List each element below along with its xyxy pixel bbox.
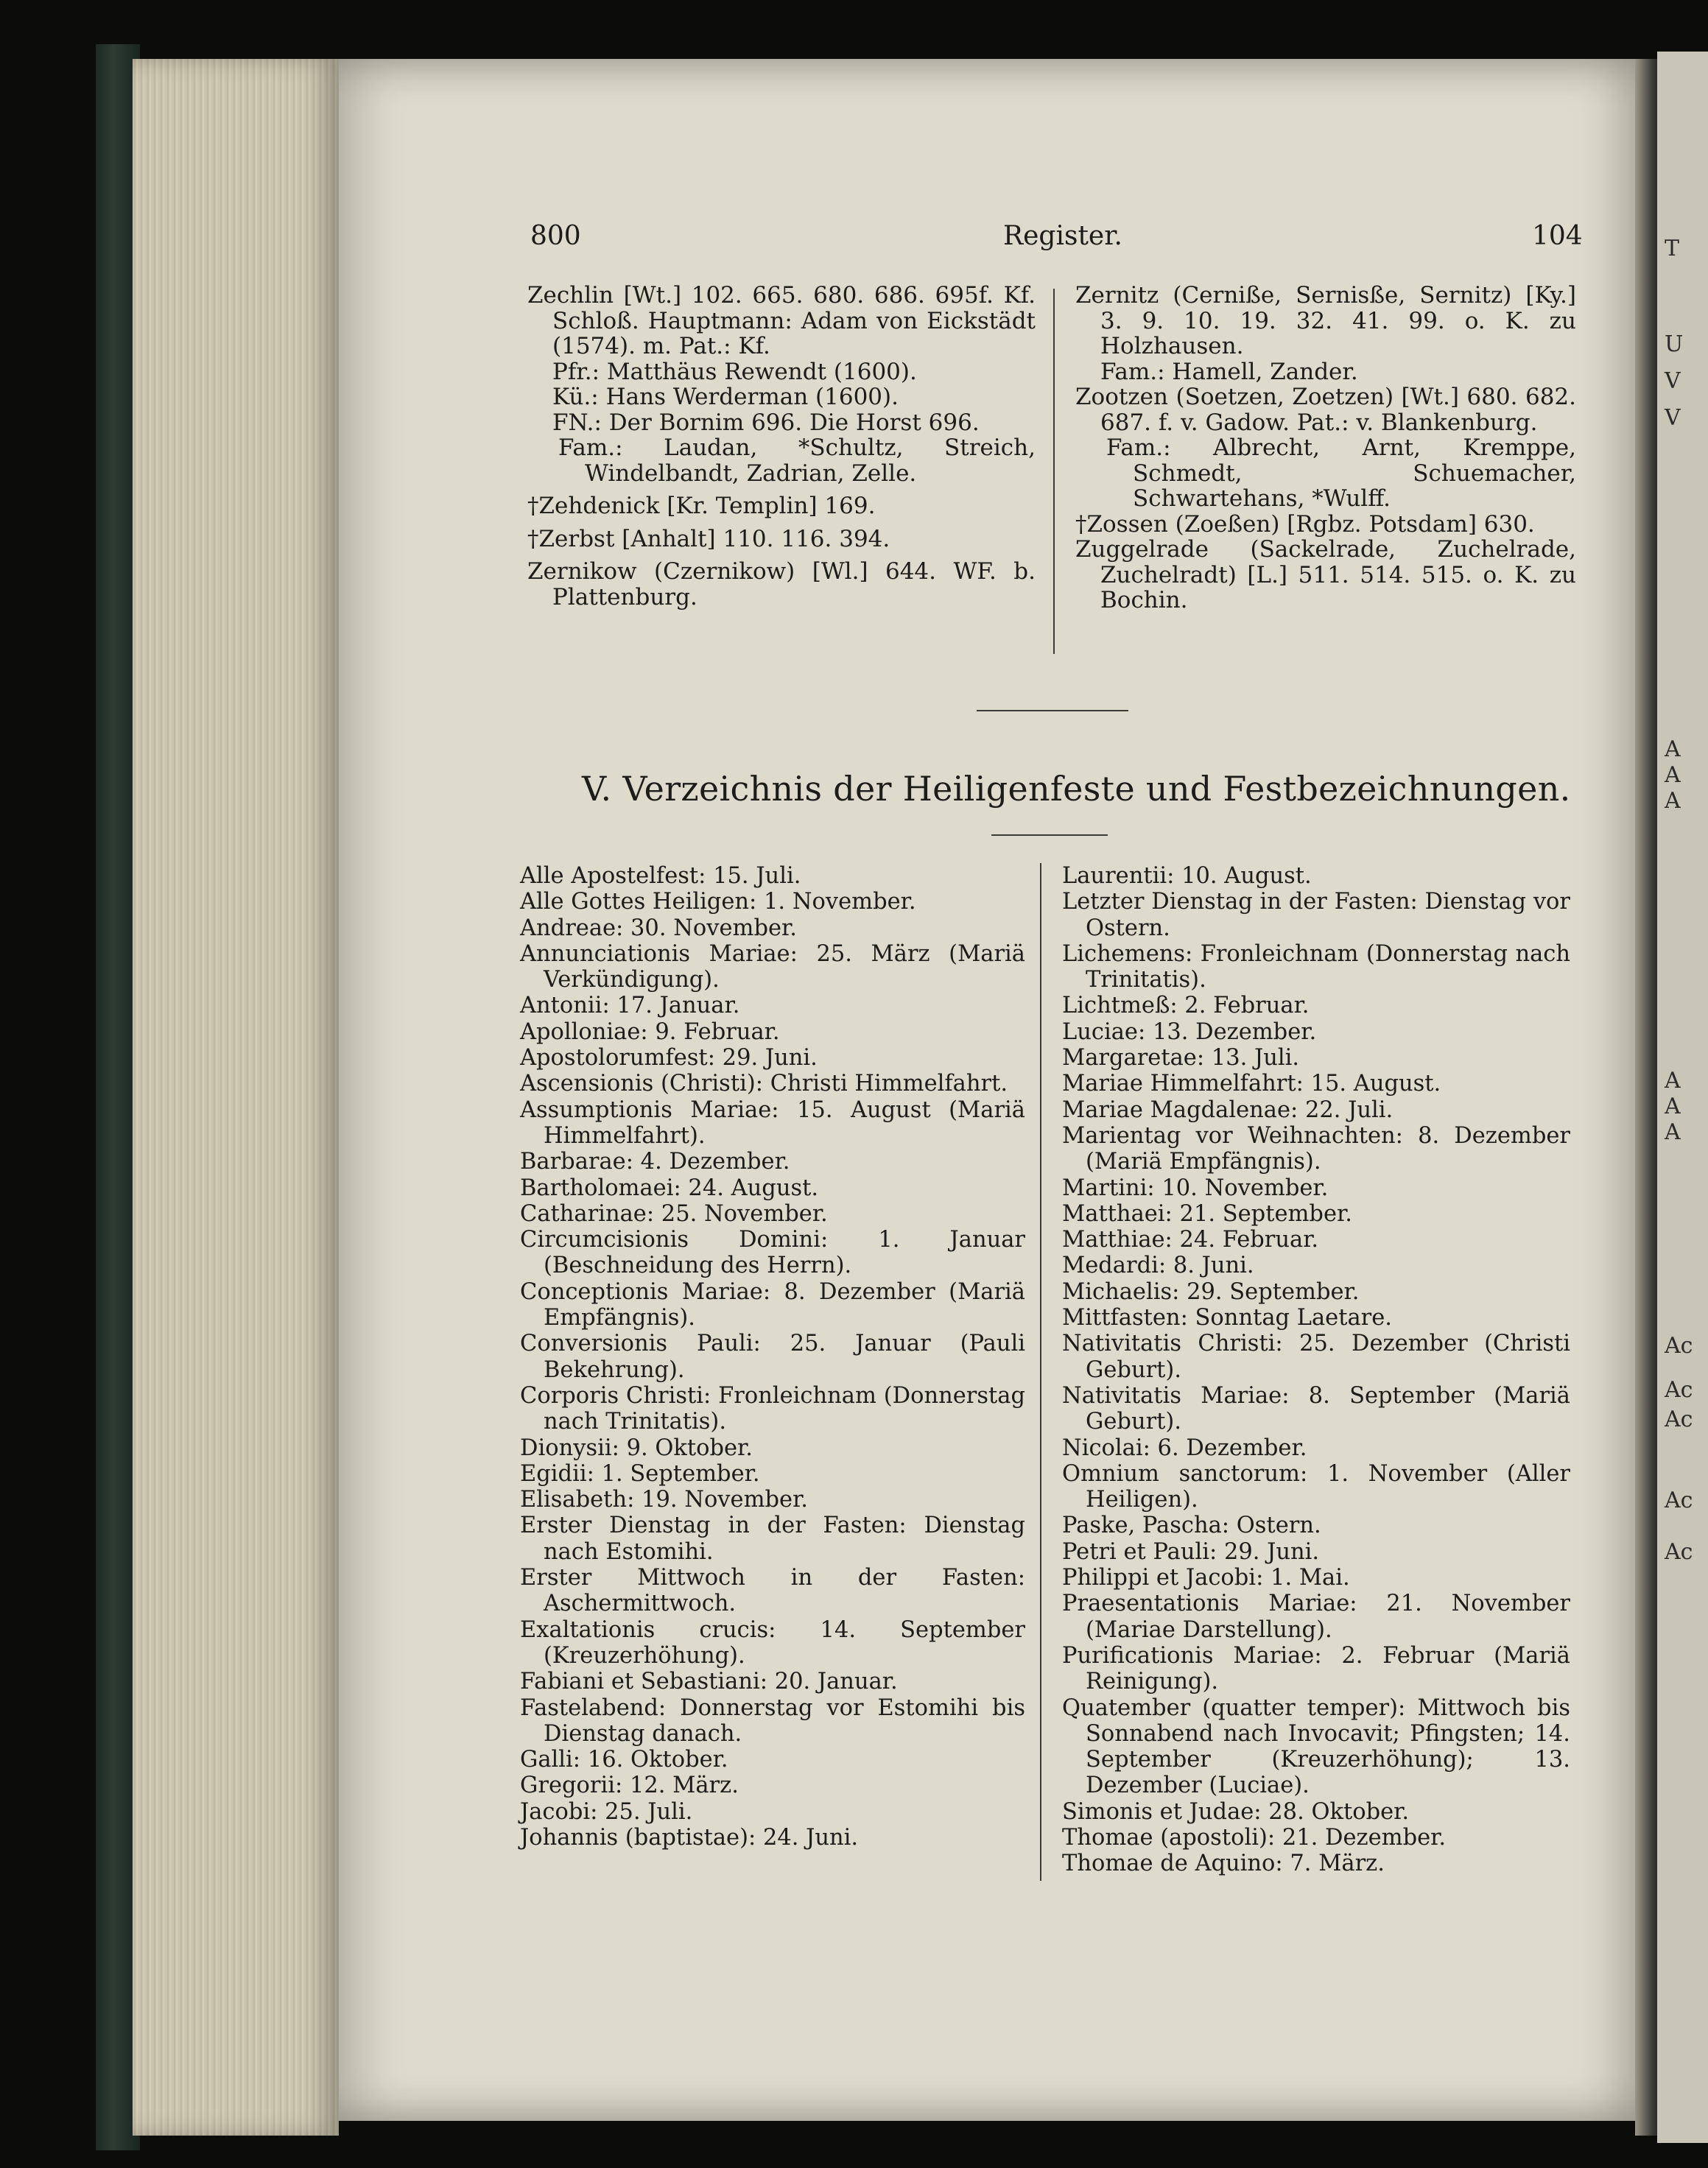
feast-entry: Alle Gottes Heiligen: 1. November.	[520, 889, 916, 915]
feast-entry: Matthaei: 21. September.	[1062, 1200, 1352, 1227]
feast-entry: Dionysii: 9. Oktober.	[520, 1435, 753, 1461]
index-entry: †Zossen (Zoeßen) [Rgbz. Potsdam] 630.	[1075, 510, 1535, 538]
feast-entry: Thomae (apostoli): 21. Dezember.	[1062, 1824, 1447, 1851]
feast-entry: Jacobi: 25. Juli.	[520, 1798, 693, 1825]
feast-entry: Michaelis: 29. September.	[1062, 1278, 1360, 1305]
adjacent-page-letter: A	[1665, 788, 1681, 814]
feast-entry: Omnium sanctorum: 1. November (Aller Heiligen).	[1062, 1460, 1570, 1513]
adjacent-page-letter: Ac	[1665, 1407, 1693, 1432]
index-entry: †Zerbst [Anhalt] 110. 116. 394.	[527, 525, 890, 552]
adjacent-page-letter: U	[1665, 331, 1684, 357]
feast-entry: Letzter Dienstag in der Fasten: Dienstag vor Ostern.	[1062, 889, 1570, 941]
separator-rule	[977, 710, 1128, 711]
index-entry: Pfr.: Matthäus Rewendt (1600).	[552, 358, 917, 385]
adjacent-page-letter: V	[1665, 368, 1681, 394]
feast-entry: Thomae de Aquino: 7. März.	[1062, 1851, 1385, 1877]
feast-entry: Petri et Pauli: 29. Juni.	[1062, 1538, 1320, 1565]
feast-entry: Nativitatis Mariae: 8. September (Mariä Geburt).	[1062, 1382, 1570, 1435]
feast-entry: Lichemens: Fronleichnam (Donnerstag nach Trinitatis).	[1062, 940, 1570, 993]
feast-entry: Johannis (baptistae): 24. Juni.	[520, 1824, 859, 1851]
adjacent-page-letter: V	[1665, 405, 1681, 431]
feast-entry: Marientag vor Weihnachten: 8. Dezember (Mariä Empfängnis).	[1062, 1122, 1570, 1175]
feast-entry: Mariae Himmelfahrt: 15. August.	[1062, 1071, 1441, 1097]
feast-entry: Erster Dienstag in der Fasten: Dienstag nach Estomihi.	[520, 1513, 1025, 1565]
feast-entry: Apostolorumfest: 29. Juni.	[520, 1045, 818, 1071]
feast-entry: Catharinae: 25. November.	[520, 1200, 828, 1227]
title-underline	[991, 834, 1108, 836]
adjacent-page-letter: T	[1665, 236, 1680, 261]
column-divider	[1040, 863, 1041, 1881]
feast-entry: Praesentationis Mariae: 21. November (Mariae Darstellung).	[1062, 1591, 1570, 1643]
feast-entry: Philippi et Jacobi: 1. Mai.	[1062, 1565, 1350, 1591]
feast-entry: Margaretae: 13. Juli.	[1062, 1045, 1300, 1071]
feast-entry: Luciae: 13. Dezember.	[1062, 1018, 1317, 1045]
feast-entry: Laurentii: 10. August.	[1062, 863, 1312, 889]
feast-entry: Bartholomaei: 24. August.	[520, 1175, 819, 1201]
feast-list-right	[1062, 863, 1570, 1877]
feast-entry: Assumptionis Mariae: 15. August (Mariä Himmelfahrt).	[520, 1097, 1025, 1149]
adjacent-page-letter: A	[1665, 1094, 1681, 1119]
feast-entry: Nicolai: 6. Dezember.	[1062, 1435, 1307, 1461]
index-entry: †Zehdenick [Kr. Templin] 169.	[527, 493, 876, 519]
adjacent-page-letter: Ac	[1665, 1333, 1693, 1359]
feast-entry: Antonii: 17. Januar.	[520, 993, 740, 1019]
feast-entry: Galli: 16. Oktober.	[520, 1747, 728, 1773]
index-entry: Fam.: Albrecht, Arnt, Kremppe, Schmedt, Schuemacher, Schwartehans, *Wulff.	[1106, 434, 1576, 512]
feast-list-left	[520, 863, 1025, 1851]
feast-entry: Ascensionis (Christi): Christi Himmelfahrt.	[520, 1071, 1008, 1097]
index-entry: FN.: Der Bornim 696. Die Horst 696.	[552, 409, 980, 436]
upper-left-index-column	[527, 283, 1036, 610]
adjacent-page-letter: A	[1665, 1068, 1681, 1094]
adjacent-page-letter: Ac	[1665, 1539, 1693, 1565]
feast-entry: Egidii: 1. September.	[520, 1460, 760, 1487]
feast-entry: Apolloniae: 9. Februar.	[520, 1018, 780, 1045]
feast-entry: Erster Mittwoch in der Fasten: Aschermittwoch.	[520, 1565, 1025, 1617]
adjacent-page-letter: A	[1665, 762, 1681, 788]
adjacent-page-fragment	[1657, 52, 1708, 2143]
feast-entry: Corporis Christi: Fronleichnam (Donnerstag nach Trinitatis).	[520, 1382, 1025, 1435]
feast-entry: Annunciationis Mariae: 25. März (Mariä Verkündigung).	[520, 940, 1025, 993]
feast-entry: Medardi: 8. Juni.	[1062, 1253, 1254, 1279]
feast-entry: Fastelabend: Donnerstag vor Estomihi bis Dienstag danach.	[520, 1694, 1025, 1747]
index-entry: Zernitz (Cerniße, Sernisße, Sernitz) [Ky.] 3. 9. 10. 19. 32. 41. 99. o. K. zu Holzhausen.	[1075, 282, 1576, 359]
feast-entry: Alle Apostelfest: 15. Juli.	[520, 863, 801, 889]
section-title: V. Verzeichnis der Heiligenfeste und Festbezeichnungen.	[582, 769, 1571, 809]
upper-right-index-column	[1075, 283, 1576, 613]
column-divider	[1053, 289, 1055, 654]
feast-entry: Quatember (quatter temper): Mittwoch bis Sonnabend nach Invocavit; Pfingsten; 14. September (Kreuzerhöhung); 13. Dezember (Luciae).	[1062, 1694, 1570, 1799]
feast-entry: Nativitatis Christi: 25. Dezember (Christi Geburt).	[1062, 1331, 1570, 1383]
feast-entry: Conceptionis Mariae: 8. Dezember (Mariä Empfängnis).	[520, 1278, 1025, 1331]
feast-entry: Simonis et Judae: 28. Oktober.	[1062, 1798, 1410, 1825]
index-entry: Zootzen (Soetzen, Zoetzen) [Wt.] 680. 682. 687. f. v. Gadow. Pat.: v. Blankenburg.	[1075, 384, 1576, 436]
adjacent-page-letter: Ac	[1665, 1377, 1693, 1403]
feast-entry: Purificationis Mariae: 2. Februar (Mariä Reinigung).	[1062, 1642, 1570, 1695]
feast-entry: Matthiae: 24. Februar.	[1062, 1227, 1319, 1253]
header-number: 104	[1532, 221, 1583, 251]
index-entry: Fam.: Hamell, Zander.	[1100, 358, 1358, 385]
feast-entry: Exaltationis crucis: 14. September (Kreuzerhöhung).	[520, 1616, 1025, 1669]
index-entry: Zechlin [Wt.] 102. 665. 680. 686. 695f. Kf. Schloß. Hauptmann: Adam von Eickstädt (1574). m. Pat.: Kf.	[527, 282, 1036, 359]
feast-entry: Andreae: 30. November.	[520, 915, 797, 941]
feast-entry: Circumcisionis Domini: 1. Januar (Beschneidung des Herrn).	[520, 1227, 1025, 1279]
feast-entry: Mariae Magdalenae: 22. Juli.	[1062, 1097, 1394, 1123]
index-entry: Zernikow (Czernikow) [Wl.] 644. WF. b. Plattenburg.	[527, 558, 1036, 610]
feast-entry: Gregorii: 12. März.	[520, 1773, 739, 1799]
page-fore-edge	[133, 59, 339, 2136]
running-header: Register.	[1003, 221, 1122, 251]
index-entry: Fam.: Laudan, *Schultz, Streich, Windelbandt, Zadrian, Zelle.	[558, 434, 1036, 487]
feast-entry: Fabiani et Sebastiani: 20. Januar.	[520, 1669, 898, 1695]
feast-entry: Conversionis Pauli: 25. Januar (Pauli Bekehrung).	[520, 1331, 1025, 1383]
feast-entry: Paske, Pascha: Ostern.	[1062, 1513, 1321, 1539]
index-entry: Kü.: Hans Werderman (1600).	[552, 384, 899, 410]
adjacent-page-letter: Ac	[1665, 1488, 1693, 1513]
adjacent-page-letter: A	[1665, 1119, 1681, 1145]
feast-entry: Elisabeth: 19. November.	[520, 1487, 809, 1513]
feast-entry: Barbarae: 4. Dezember.	[520, 1149, 790, 1175]
page-number: 800	[530, 221, 581, 251]
feast-entry: Martini: 10. November.	[1062, 1175, 1329, 1201]
index-entry: Zuggelrade (Sackelrade, Zuchelrade, Zuchelradt) [L.] 511. 514. 515. o. K. zu Bochin.	[1075, 536, 1576, 613]
feast-entry: Lichtmeß: 2. Februar.	[1062, 993, 1310, 1019]
adjacent-page-letter: A	[1665, 736, 1681, 762]
feast-entry: Mittfasten: Sonntag Laetare.	[1062, 1305, 1392, 1331]
